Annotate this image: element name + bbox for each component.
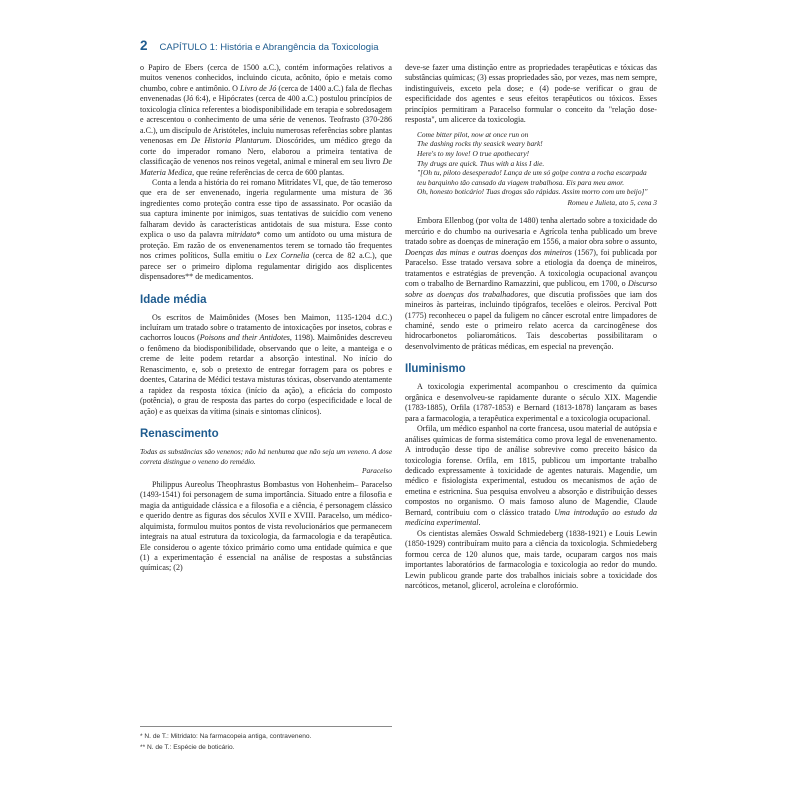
footnotes — [140, 726, 392, 753]
mitridates-paragraph: Conta a lenda a história do rei romano Mitrídates VI, que, de tão temeroso que era de ser envenenado, ingeria regularmente uma mistura de 36 ingredientes como proteção contra esse tipo de assassinato. Por ocasião da sua captura iminente por inimigos, suas tentativas de suicídio com veneno falharam devido às características antidotais de sua mistura. Esse conto explica o uso da palavra mitridato* como um antídoto ou uma mistura de proteção. Em razão de os envenenamentos terem se tornado tão frequentes nos crimes políticos, Sulla emitiu o Lex Cornelia (cerca de 82 a.C.), que parece ser o primeiro diploma regulamentar dirigido aos displicentes dispensadores** de medicamentos. — [140, 177, 393, 282]
poem-line: Oh, honesto boticário! Tuas drogas são rápidas. Assim morro com um beijo]" — [417, 187, 648, 197]
idade-media-paragraph: Os escritos de Maimônides (Moses ben Maimon, 1135-1204 d.C.) incluíram um tratado sobre o tratamento de intoxicações por insetos, cobras e cachorros loucos (Poisons and their Antidotes, 1198). Maimônides descreveu o fenômeno da biodisponibilidade, observando que o leite, a manteiga e o creme de leite podem retardar a absorção intestinal. No início do Renascimento, e, sob o pretexto de entregar forragem para os pobres e doentes, Catarina de Médici testava misturas tóxicas, observando atentamente a rapidez da resposta tóxica (início da ação), a eficácia do composto (potência), o grau de resposta das partes do corpo (especificidade e local de ação) e as queixas da vítima (sinais e sintomas clínicos). — [140, 312, 392, 416]
continuation-paragraph: deve-se fazer uma distinção entre as propriedades terapêuticas e tóxicas das substâncias químicas; (3) essas propriedades são, por vezes, mas nem sempre, indistinguíveis, exceto pela dose; e (4) pode-se verificar o grau de especificidade dos agentes e seus efeitos terapêuticos ou tóxicos. Esses princípios permitiram a Paracelso formular o conceito da "relação dose-resposta", um alicerce da toxicologia. — [405, 63, 657, 125]
footnote: * N. de T.: Mitridato: Na farmacopeia antiga, contraveneno. — [140, 733, 312, 740]
intro-paragraph: o Papiro de Ebers (cerca de 1500 a.C.), contém informações relativos a muitos venenos conhecidos, incluindo cicuta, acônito, ópio e metais como chumbo, cobre e antimônio. O Livro de Jó (cerca de 1400 a.C.) fala de flechas envenenadas (Jó 6:4), e Hipócrates (cerca de 400 a.C.) postulou princípios de toxicologia clínica referentes a biodisponibilidade em terapia e sobredosagem e acrescentou o conhecimento de uma série de venenos. Teofrasto (370-286 a.C.), um discípulo de Aristóteles, incluiu numerosas referências sobre plantas venenosas em De Historia Plantarum. Dioscórides, um médico grego da corte do imperador romano Nero, elaborou a primeira tentativa de classificação de venenos nos reinos vegetal, animal e mineral em seu livro De Materia Medica, que reúne referências de cerca de 600 plantas. — [140, 63, 392, 177]
epigraph: Todas as substâncias são venenos; não há nenhuma que não seja um veneno. A dose correta distingue o veneno do remédio. — [140, 447, 392, 466]
poem-line: Here's to my love! O true apothecary! — [417, 148, 530, 158]
section-heading-iluminismo: Iluminismo — [405, 363, 466, 376]
iluminismo-paragraph: A toxicologia experimental acompanhou o crescimento da química orgânica e desenvolveu-se rapidamente durante o século XIX. Magendie (1783-1885), Orfila (1787-1853) e Bernard (1813-1878) lançaram as bases para a farmacologia, a terapêutica experimental e a toxicologia ocupacional. — [405, 382, 657, 423]
poem-line: "[Oh tu, piloto desesperado! Lança de um só golpe contra a rocha escarpada teu barquinho tão cansado da viagem trabalhosa. Eis para meu amor. — [417, 168, 647, 187]
renascimento-paragraph: Philippus Aureolus Theophrastus Bombastus von Hohenheim– Paracelso (1493-1541) foi personagem de suma importância. Situado entre a filosofia e magia da antiguidade clássica e a filosofia e a ciência, é personagem clássico e querido dentre as figuras dos séculos XVII e XVIII. Paracelso, um médico-alquimista, formulou muitos pontos de vista revolucionários que permanecem integrais na atual estrutura da toxicologia, da farmacologia e da terapêutica. Ele considerou o agente tóxico primário como uma entidade química e que (1) a experimentação é essencial na análise de respostas a substâncias químicas; (2) — [140, 479, 392, 573]
poem-quote — [417, 130, 657, 197]
footnote: ** N. de T.: Espécie de boticário. — [140, 744, 235, 751]
poem-line: Thy drugs are quick. Thus with a kiss I die. — [417, 158, 545, 168]
ellenbog-paragraph: Embora Ellenbog (por volta de 1480) tenha alertado sobre a toxicidade do mercúrio e do chumbo na ourivesaria e Agrícola tenha publicado um breve tratado sobre as doenças de mineração em 1556, a maior obra sobre o assunto, Doenças das minas e outras doenças dos mineiros (1567), foi publicada por Paracelso. Esse tratado versava sobre a etiologia da doença de mineiros, tratamentos e estratégias de prevenção. A toxicologia ocupacional avançou com o trabalho de Bernardino Ramazzini, que publicou, em 1700, o Discurso sobre as doenças dos trabalhadores, que discutia profissões que iam dos mineiros às parteiras, incluindo tipógrafos, tecelões e oleiros. Percival Pott (1775) reconheceu o papel da fuligem no câncer escrotal entre limpadores de chaminé, sendo este o primeiro relato acerca da carcinogênese dos hidrocarbonetos poliaromáticos. Tais descobertas possibilitaram o desenvolvimento de práticas médicas, em especial na prevenção. — [405, 216, 657, 351]
epigraph-attribution: Paracelso — [362, 466, 392, 476]
right-column — [405, 63, 657, 591]
orfila-paragraph: Orfila, um médico espanhol na corte francesa, usou material de autópsia e análises químicas de forma sistemática como prova legal de envenenamento. A introdução desse tipo de análise sobrevive como preceito básico da toxicologia forense. Orfila, em 1815, publicou um importante trabalho dedicado expressamente à toxicidade de agentes naturais. Magendie, um médico e fisiologista experimental, estudou os mecanismos de ação de emetina e estricnina. Sua pesquisa envolveu a absorção e distribuição desses compostos no organismo. O mais famoso aluno de Magendie, Claude Bernard, contribuiu com o clássico tratado Uma introdução ao estudo da medicina experimental. — [405, 424, 657, 528]
schmiedeberg-paragraph: Os cientistas alemães Oswald Schmiedeberg (1838-1921) e Louis Lewin (1850-1929) contribuíram muito para a ciência da toxicologia. Schmiedeberg formou cerca de 120 alunos que, mais tarde, ocuparam cargos nos mais importantes laboratórios de farmacologia e toxicologia ao redor do mundo. Lewin publicou grande parte dos trabalhos iniciais sobre a toxicidade dos narcóticos, metanol, glicerol, acroleína e clorofórmio. — [405, 528, 657, 590]
poem-line: The dashing rocks thy seasick weary bark! — [417, 139, 543, 149]
section-heading-idade-media: Idade média — [140, 293, 207, 306]
left-column — [140, 63, 392, 574]
section-heading-renascimento: Renascimento — [140, 428, 219, 441]
poem-line: Come bitter pilot, now at once run on — [417, 129, 529, 139]
running-header — [140, 37, 378, 55]
poem-attribution: Romeu e Julieta, ato 5, cena 3 — [567, 197, 657, 207]
chapter-title: CAPÍTULO 1: História e Abrangência da Toxicologia — [159, 42, 379, 53]
page-number: 2 — [140, 38, 148, 53]
